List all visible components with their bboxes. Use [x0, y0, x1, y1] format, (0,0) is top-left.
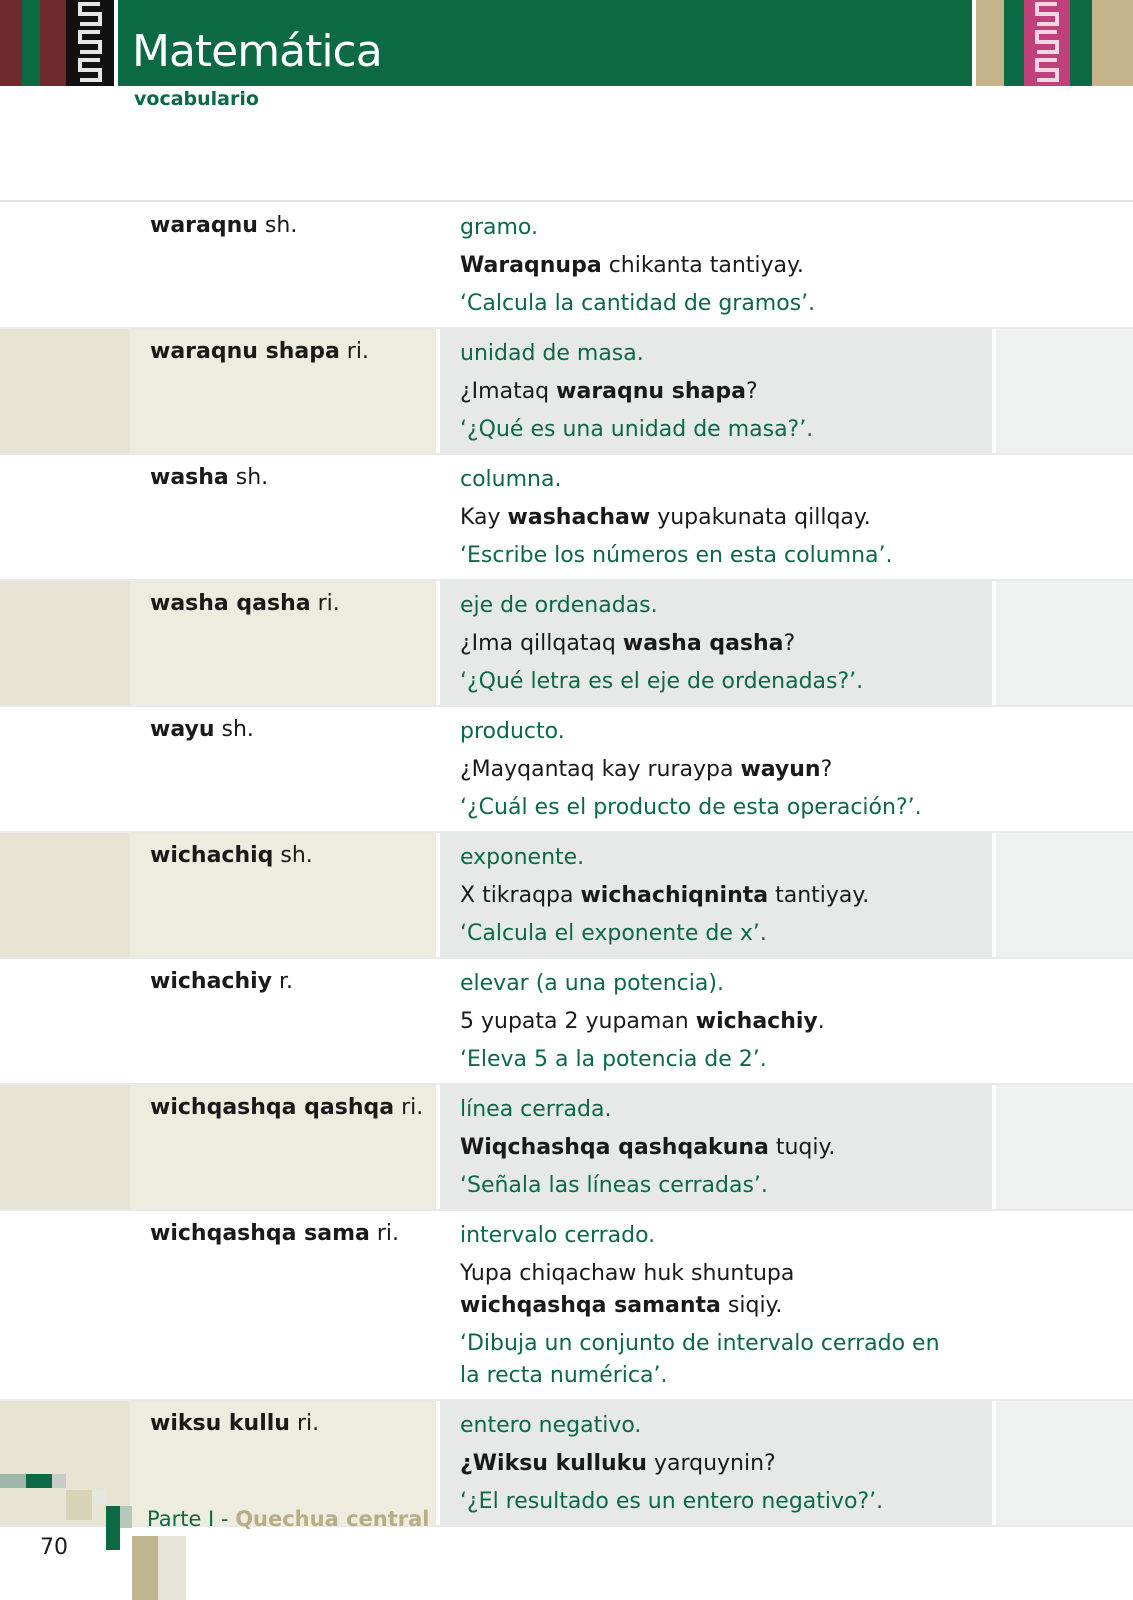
example-text: ¿Mayqantaq kay ruraypa	[460, 757, 741, 782]
term-word: wayu	[150, 717, 215, 742]
translation: ‘¿Qué es una unidad de masa?’.	[460, 417, 814, 442]
stripe-green-right-2	[1070, 0, 1092, 86]
gloss: entero negativo.	[460, 1413, 642, 1438]
page-number: 70	[40, 1535, 68, 1560]
vocab-row	[0, 581, 1133, 707]
translation: ‘¿Qué letra es el eje de ordenadas?’.	[460, 669, 864, 694]
vocab-row	[0, 833, 1133, 959]
example-text: yupakunata qillqay.	[650, 505, 871, 530]
vocab-definition	[440, 707, 992, 831]
term-category: sh.	[228, 465, 269, 490]
gloss: intervalo cerrado.	[460, 1223, 656, 1248]
gloss: elevar (a una potencia).	[460, 971, 724, 996]
translation: ‘¿El resultado es un entero negativo?’.	[460, 1489, 884, 1514]
footer-square	[132, 1536, 158, 1600]
row-margin-right	[996, 329, 1133, 453]
gloss: gramo.	[460, 215, 538, 240]
term-word: waraqnu shapa	[150, 339, 340, 364]
example-text: ¿Ima qillqataq	[460, 631, 623, 656]
vocab-definition	[440, 959, 992, 1083]
translation: ‘Escribe los números en esta columna’.	[460, 543, 893, 568]
translation: ‘¿Cuál es el producto de esta operación?’.	[460, 795, 922, 820]
footer-part-label	[147, 1507, 429, 1531]
example-sentence	[460, 751, 972, 789]
row-margin	[0, 1085, 130, 1209]
stripe-maroon-2	[40, 0, 66, 86]
vocab-definition	[440, 833, 992, 957]
example-text: siqiy.	[720, 1293, 783, 1318]
example-sentence	[460, 247, 972, 285]
section-subtitle: vocabulario	[134, 88, 259, 110]
row-margin-right	[996, 833, 1133, 957]
row-margin	[0, 329, 130, 453]
example-sentence	[460, 877, 972, 915]
example-sentence	[460, 625, 972, 663]
footer-square	[106, 1506, 120, 1550]
term-category: sh.	[214, 717, 254, 742]
example-keyword: washachaw	[507, 505, 651, 530]
row-margin	[0, 581, 130, 705]
vocab-definition	[440, 203, 992, 327]
example-keyword: Wiqchashqa qashqakuna	[460, 1135, 769, 1160]
term-word: wichachiq	[150, 843, 274, 868]
term-category: ri.	[289, 1411, 320, 1436]
gloss: producto.	[460, 719, 565, 744]
stripe-green-right	[1004, 0, 1024, 86]
vocab-term	[130, 581, 436, 705]
term-category: r.	[272, 969, 294, 994]
example-text: ¿Imataq	[460, 379, 557, 404]
stripe-beige-right	[1092, 0, 1133, 86]
vocab-term	[130, 455, 436, 579]
vocab-term	[130, 707, 436, 831]
row-margin	[0, 833, 130, 957]
vocab-term	[130, 203, 436, 327]
term-category: ri.	[369, 1221, 400, 1246]
footer-square	[52, 1474, 66, 1488]
footer-square	[66, 1490, 92, 1520]
row-margin	[0, 959, 130, 1083]
row-margin-right	[996, 707, 1133, 831]
footer-square	[158, 1536, 186, 1600]
translation: ‘Eleva 5 a la potencia de 2’.	[460, 1047, 767, 1072]
example-text: yarquynin?	[646, 1451, 776, 1476]
row-margin-right	[996, 959, 1133, 1083]
vocab-definition	[440, 329, 992, 453]
row-margin-right	[996, 455, 1133, 579]
example-sentence	[460, 1003, 972, 1041]
vocab-term	[130, 833, 436, 957]
example-keyword: washa qasha	[622, 631, 784, 656]
example-text: tuqiy.	[768, 1135, 836, 1160]
footer-square	[26, 1474, 52, 1488]
vocab-term	[130, 329, 436, 453]
term-word: wiksu kullu	[150, 1411, 290, 1436]
footer-square	[92, 1490, 106, 1504]
row-margin	[0, 203, 130, 327]
translation: ‘Señala las líneas cerradas’.	[460, 1173, 768, 1198]
term-word: washa	[150, 465, 229, 490]
row-margin-right	[996, 581, 1133, 705]
example-keyword: wichachiy	[695, 1009, 818, 1034]
example-sentence	[460, 373, 972, 411]
example-sentence	[460, 1445, 972, 1483]
vocab-definition	[440, 455, 992, 579]
example-keyword: wayun	[740, 757, 821, 782]
footer-square	[120, 1506, 132, 1528]
example-text: 5 yupata 2 yupaman	[460, 1009, 696, 1034]
gloss: eje de ordenadas.	[460, 593, 658, 618]
term-category: sh.	[257, 213, 298, 238]
vocab-row	[0, 1211, 1133, 1401]
row-margin	[0, 455, 130, 579]
vocab-term	[130, 1211, 436, 1399]
vocabulary-table	[0, 203, 1133, 1527]
row-margin-right	[996, 1401, 1133, 1525]
stripe-beige	[976, 0, 1004, 86]
andean-pattern-icon	[66, 0, 114, 86]
term-word: waraqnu	[150, 213, 258, 238]
row-margin-right	[996, 203, 1133, 327]
translation: ‘Calcula la cantidad de gramos’.	[460, 291, 816, 316]
example-text: Kay	[460, 505, 508, 530]
example-text: Yupa chiqachaw huk shuntupa	[460, 1261, 795, 1286]
footer-square	[0, 1474, 26, 1488]
vocab-row	[0, 707, 1133, 833]
vocab-term	[130, 1085, 436, 1209]
gloss: unidad de masa.	[460, 341, 644, 366]
term-word: washa qasha	[150, 591, 311, 616]
footer-part-name: Quechua central	[235, 1507, 430, 1531]
row-margin-right	[996, 1211, 1133, 1399]
example-text: chikanta tantiyay.	[601, 253, 804, 278]
term-category: ri.	[339, 339, 369, 364]
vocab-definition	[440, 1211, 992, 1399]
translation: ‘Dibuja un conjunto de intervalo cerrado en la recta numérica’.	[460, 1331, 940, 1388]
row-margin-right	[996, 1085, 1133, 1209]
example-keyword: waraqnu shapa	[556, 379, 746, 404]
vocab-definition	[440, 1085, 992, 1209]
example-text: ?	[783, 631, 796, 656]
page-title: Matemática	[132, 26, 382, 77]
term-category: sh.	[273, 843, 313, 868]
term-category: ri.	[394, 1095, 424, 1120]
vocab-row	[0, 203, 1133, 329]
andean-pattern-right-icon	[1024, 0, 1070, 86]
gloss: línea cerrada.	[460, 1097, 612, 1122]
example-keyword: wichachiqninta	[580, 883, 769, 908]
example-sentence	[460, 1255, 930, 1325]
term-word: wichachiy	[150, 969, 272, 994]
row-margin	[0, 707, 130, 831]
example-keyword: Waraqnupa	[460, 253, 602, 278]
term-category: ri.	[310, 591, 340, 616]
vocab-definition	[440, 581, 992, 705]
example-text: ?	[745, 379, 758, 404]
table-top-rule	[0, 200, 1133, 202]
vocab-definition	[440, 1401, 992, 1525]
vocab-row	[0, 1085, 1133, 1211]
footer-part: Parte I -	[147, 1507, 236, 1531]
row-margin	[0, 1211, 130, 1399]
example-text: X tikraqpa	[460, 883, 581, 908]
gloss: columna.	[460, 467, 562, 492]
example-text: tantiyay.	[768, 883, 870, 908]
gloss: exponente.	[460, 845, 585, 870]
stripe-maroon	[0, 0, 22, 86]
stripe-green	[22, 0, 40, 86]
term-word: wichqashqa sama	[150, 1221, 370, 1246]
term-word: wichqashqa qashqa	[150, 1095, 395, 1120]
example-keyword: wichqashqa samanta	[460, 1293, 721, 1318]
example-text: .	[817, 1009, 825, 1034]
example-sentence	[460, 499, 972, 537]
vocab-row	[0, 329, 1133, 455]
vocab-row	[0, 455, 1133, 581]
example-sentence	[460, 1129, 972, 1167]
translation: ‘Calcula el exponente de x’.	[460, 921, 767, 946]
example-keyword: ¿Wiksu kulluku	[460, 1451, 647, 1476]
vocab-term	[130, 959, 436, 1083]
vocab-row	[0, 959, 1133, 1085]
example-text: ?	[820, 757, 833, 782]
